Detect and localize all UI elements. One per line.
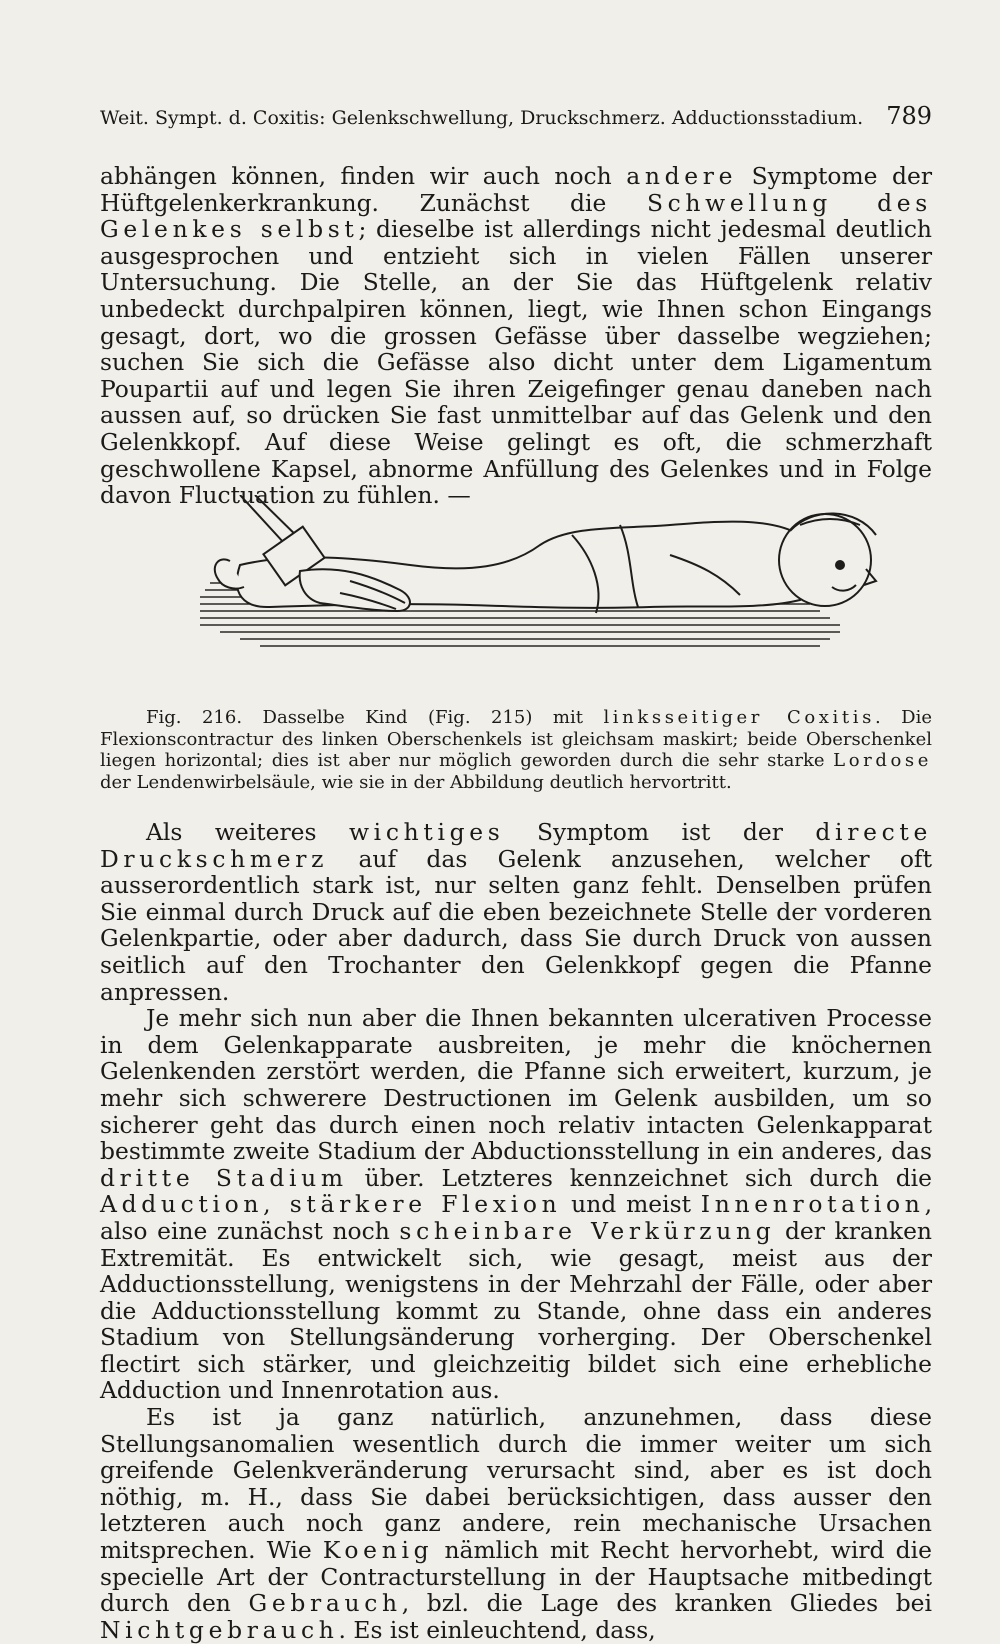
spaced-emphasis: Innenrotation [700, 1190, 925, 1219]
spaced-emphasis: Lordose [833, 750, 932, 771]
spaced-emphasis: Nichtgebrauch [100, 1615, 339, 1644]
text-block-top [100, 163, 932, 509]
running-title: Weit. Sympt. d. Coxitis: Gelenkschwellung, Druckschmerz. Adductionsstadium. [100, 107, 864, 129]
spaced-emphasis: scheinbare Verkürzung [399, 1216, 776, 1245]
spaced-emphasis: Adduction, stärkere Flexion [100, 1190, 562, 1219]
spaced-emphasis: dritte Stadium [100, 1163, 348, 1192]
spaced-emphasis: linksseitiger Coxitis [603, 707, 875, 728]
page-number: 789 [886, 102, 932, 130]
spaced-emphasis: directe Druckschmerz [100, 818, 932, 873]
paragraph: Es ist ja ganz natürlich, anzunehmen, dass diese Stellungsanomalien wesentlich durch die immer weiter um sich greifende Gelenkveränderung verursacht sind, aber es ist doch nöthig, m. H., dass Sie dabei berücksichtigen, dass ausser den letzteren auch noch ganz andere, rein mechanische Ursachen mitsprechen. Wie Koenig nämlich mit Recht hervorhebt, wird die specielle Art der Contracturstellung in der Hauptsache mitbedingt durch den Gebrauch, bzl. die Lage des kranken Gliedes bei Nichtgebrauch. Es ist einleuchtend, dass, [100, 1403, 932, 1644]
spaced-emphasis: andere [626, 162, 738, 190]
spaced-emphasis: wichtiges [348, 818, 505, 846]
paragraph: abhängen können, finden wir auch noch andere Symptome der Hüftgelenkerkrankung. Zunächst die Schwellung des Gelenkes selbst; dieselbe ist allerdings nicht jedesmal deutlich ausgesprochen und entzieht sich in vielen Fällen unserer Untersuchung. Die Stelle, an der Sie das Hüftgelenk relativ unbedeckt durchpalpiren können, liegt, wie Ihnen schon Eingangs gesagt, dort, wo die grossen Gefässe über dasselbe wegziehen; suchen Sie sich die Gefässe also dicht unter dem Ligamentum Poupartii auf und legen Sie ihren Zeigefinger genau daneben nach aussen auf, so drücken Sie fast unmittelbar auf das Gelenk und den Gelenkkopf. Auf diese Weise gelingt es oft, die schmerzhaft geschwollene Kapsel, abnorme Anfüllung des Gelenkes und in Folge davon Fluctuation zu fühlen. — [100, 162, 932, 510]
running-head [100, 104, 932, 130]
figure-216-illustration [200, 495, 940, 690]
paragraph: Je mehr sich nun aber die Ihnen bekannten ulcerativen Processe in dem Gelenkapparate ausbreiten, je mehr die knöchernen Gelenkenden zerstört werden, die Pfanne sich erweitert, kurzum, je mehr sich schwerere Destructionen im Gelenk ausbilden, um so sicherer geht das durch einen noch relativ intacten Gelenkapparat bestimmte zweite Stadium der Abductionsstellung in ein anderes, das dritte Stadium über. Letzteres kennzeichnet sich durch die Adduction, stärkere Flexion und meist Innenrotation, also eine zunächst noch scheinbare Verkürzung der kranken Extremität. Es entwickelt sich, wie gesagt, meist aus der Adductionsstellung, wenigstens in der Mehrzahl der Fälle, oder aber die Adductionsstellung kommt zu Stande, ohne dass ein anderes Stadium von Stellungsänderung vorherging. Der Oberschenkel flectirt sich stärker, und gleichzeitig bildet sich eine erhebliche Adduction und Innenrotation aus. [100, 1004, 932, 1405]
text-block-bottom [100, 819, 932, 1643]
spaced-emphasis: Schwellung des Gelenkes selbst [100, 188, 932, 244]
paragraph: Als weiteres wichtiges Symptom ist der directe Druckschmerz auf das Gelenk anzusehen, welcher oft ausserordentlich stark ist, nur selten ganz fehlt. Denselben prüfen Sie einmal durch Druck auf die eben bezeichnete Stelle der vorderen Gelenkpartie, oder aber dadurch, dass Sie durch Druck von aussen seitlich auf den Trochanter den Gelenkkopf gegen die Pfanne anpressen. [100, 818, 932, 1006]
spaced-emphasis: Koenig [322, 1536, 434, 1565]
figure-caption: Fig. 216. Dasselbe Kind (Fig. 215) mit linksseitiger Coxitis. Die Flexionscontractur des linken Oberschenkels ist gleichsam maskirt; beide Oberschenkel liegen horizontal; dies ist aber nur möglich geworden durch die sehr starke Lordose der Lendenwirbelsäule, wie sie in der Abbildung deutlich hervortritt. [100, 707, 932, 793]
spaced-emphasis: Gebrauch [248, 1589, 402, 1618]
